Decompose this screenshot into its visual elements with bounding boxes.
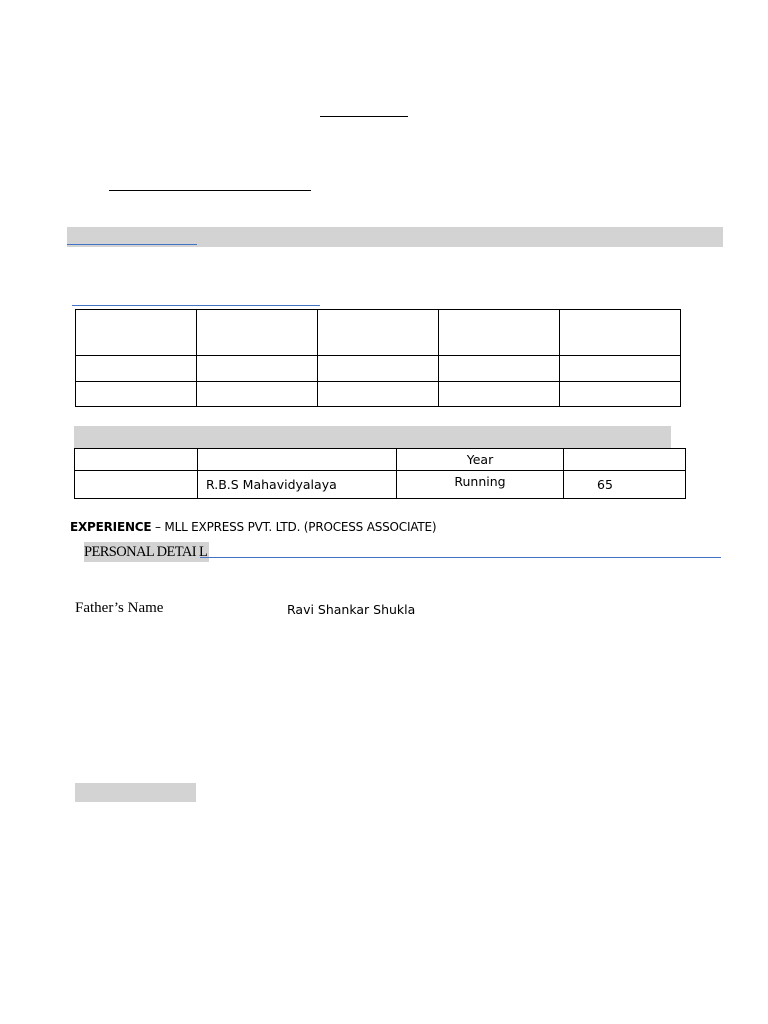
education-table	[74, 448, 686, 499]
table-cell	[75, 449, 198, 471]
table-cell	[198, 449, 397, 471]
experience-label: EXPERIENCE	[70, 520, 152, 534]
subtitle-underline	[109, 190, 311, 191]
table-cell	[560, 310, 681, 356]
table-cell	[197, 356, 318, 382]
table-cell	[318, 382, 439, 407]
table-row	[76, 310, 681, 356]
section-rule-objective	[67, 244, 197, 245]
fathers-name-label: Father’s Name	[75, 600, 164, 616]
percentage-value: 65	[564, 471, 686, 499]
experience-line	[70, 520, 436, 534]
table-cell	[439, 356, 560, 382]
table-cell	[76, 310, 197, 356]
table-row	[75, 449, 686, 471]
year-status: Running	[397, 471, 564, 499]
fathers-name-value: Ravi Shankar Shukla	[287, 602, 416, 617]
table-row	[75, 471, 686, 499]
personal-details-heading: PERSONAL DETAI L	[84, 544, 208, 560]
table-cell	[564, 449, 686, 471]
experience-text: – MLL EXPRESS PVT. LTD. (PROCESS ASSOCIATE)	[151, 520, 437, 534]
title-underline	[320, 116, 408, 117]
section-band-education	[74, 426, 671, 448]
table-cell	[439, 310, 560, 356]
table-cell	[76, 356, 197, 382]
table-row	[76, 382, 681, 407]
table-cell	[318, 356, 439, 382]
table-cell	[439, 382, 560, 407]
table-cell	[318, 310, 439, 356]
table-row	[76, 356, 681, 382]
section-rule-table	[72, 305, 320, 306]
table-cell	[76, 382, 197, 407]
table-cell	[75, 471, 198, 499]
section-band-declaration	[75, 783, 196, 802]
table-cell	[560, 382, 681, 407]
table-cell	[560, 356, 681, 382]
qualification-table	[75, 309, 681, 407]
table-cell	[197, 382, 318, 407]
college-name: R.B.S Mahavidyalaya	[198, 471, 397, 499]
table-cell	[197, 310, 318, 356]
year-header: Year	[397, 449, 564, 471]
section-rule-personal	[200, 557, 721, 558]
